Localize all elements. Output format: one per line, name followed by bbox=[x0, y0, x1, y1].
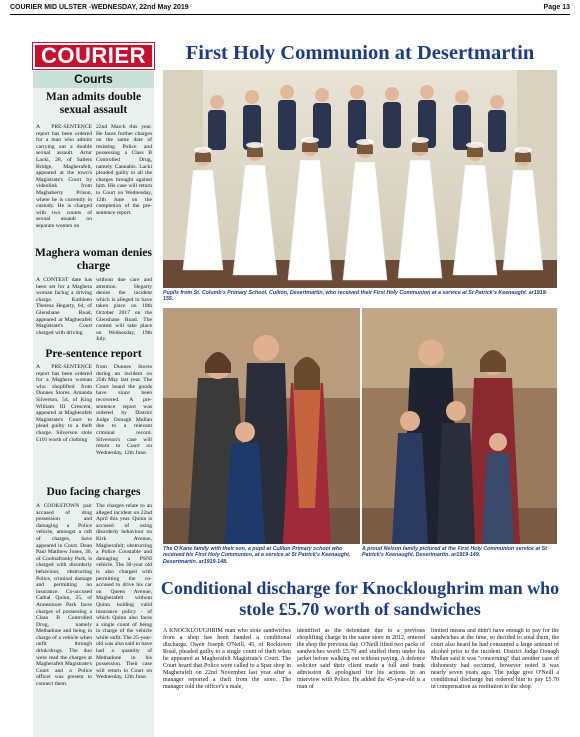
story4-col2: The charges relate to an alleged incident on 22nd April this year. Quinn is accused of using disorderly behaviour on Kirk Avenue, Magherafelt; obstructing a Police Constable and damaging a PSNI vehicle. The 30-year old is also charged with permitting the co-accused to drive his car on Queen Avenue, Magherafelt without Quinn holding valid insurance policy - of which Quinn also faces a single count of being in charge of the vehicle while unfit. The 25-year-old was also said to have had a quantity of Methadone in his possession. Their case will return to Court on Wednesday, 12th June. bbox=[96, 503, 152, 681]
header-rule bbox=[10, 14, 570, 15]
brand-text: COURIER bbox=[41, 43, 146, 68]
story4-col1: A COOKSTOWN pair accused of drug possession and damaging a Police vehicle, amongst a raft of charges, have appeared in Court. Dean Paul Matthew Jones, 30, of Coolnafranky Park, is charged with disorderly behaviour, obstructing Police, criminal damage and permitting no insurance. Co-accused Cathal Quinn, 25, of Annesmore Park faces charges of possessing a Class B Controlled Drug, namely Methadone and being in charge of a vehicle when unfit through drink/drugs. The duo were read the charges at Magherafelt Magistrate's Court and a Police officer was present to connect them. bbox=[36, 503, 92, 688]
story1-headline: Man admits double sexual assault bbox=[45, 91, 142, 116]
story1-col2: 22nd March this year. He faces further charges on the same date of resisting Police and possessing a Class B Controlled Drug, namely Cannabis. Lacki pleaded guilty to all the charges brought against him. His case will return to Court on Wednesday, 12th June on the completion of the pre-sentence report. bbox=[96, 124, 152, 216]
courier-logo bbox=[33, 43, 154, 69]
discharge-headline: Conditional discharge for Knockloughrim man who stole £5.70 worth of sandwiches bbox=[160, 578, 560, 619]
discharge-col1: A KNOCKLOUGHRIM man who stole sandwiches from a shop has been handed a conditional discharge. Owen Joseph O'Neill, 45, of Rocktown Road, pleaded guilty to a single count of theft when he appeared at Magherafelt Magistrate's Court. The Court heard that Police were called to a Spar shop in Magherafelt on 22nd November last year after a manager reported a theft from the store. The manager told the officer's a male, bbox=[163, 628, 291, 690]
page-number: Page 13 bbox=[543, 4, 570, 11]
publication-date: COURIER MID ULSTER -WEDNESDAY, 22nd May 2019 bbox=[10, 4, 189, 11]
story2-col2: without due care and attention. Hegarty denies the incident which is alleged to have taken place on 18th October 2017 on the Glenshane Road. The contest will take place on Wednesday, 19th July. bbox=[96, 277, 152, 343]
story2-headline: Maghera woman denies charge bbox=[35, 247, 152, 272]
story4-headline: Duo facing charges bbox=[46, 486, 141, 498]
story3-col2: from Dunnes Stores during an incident on 25th May last year. The Court heard the goods have since been recovered. A pre-sentence report was ordered by District Judge Oonagh Mullan due to a relevant criminal record. Silverson's case will return to Court on Wednesday, 12th June. bbox=[96, 364, 152, 456]
story2-col1: A CONTEST date has been set for a Maghera woman facing a driving charge. Kathleen Theresa Hegarty, 64, of Glenshane Road, appeared at Magherafelt Magistrate's Court charged with driving bbox=[36, 277, 92, 336]
group-photo-caption: Pupils from St. Columb's Primary School, Cullion, Desertmartin, who received their First Holy Communion at a service at St Patrick's Keenaught. ar1919-155. bbox=[163, 290, 548, 303]
okane-photo-caption: The O'Kane family with their son, a pupil at Cullion Primary school who received his First Holy Communion, at a service at St Patrick's Keenaught, Desertmartin. ar1919-148. bbox=[163, 546, 351, 565]
nelson-family-photo bbox=[362, 308, 557, 544]
section-title: Courts bbox=[33, 71, 154, 88]
story3-col1: A PRE-SENTENCE report has been ordered for a Maghera woman who shoplifted from Dunnes Stores. Amanda Silverson, 54, of King William III Crescent, appeared at Magherafelt Magistrate's Court to plead guilty to a theft charge. Silverson stole £110 worth of clothing bbox=[36, 364, 92, 443]
story3-headline: Pre-sentence report bbox=[45, 348, 142, 360]
communion-headline: First Holy Communion at Desertmartin bbox=[185, 42, 535, 64]
nelson-photo-caption: A proud Nelson family pictured at the First Holy Communion service at St Patrick's Keenaught, Desertmartin. ar1919-149. bbox=[362, 546, 547, 559]
discharge-col2: identified as the defendant due to a previous shoplifting charge in the same store in 2012, entered the shop the previous day. O'Neill lifted two packs of sandwiches worth £5.70 and stuffed them under his jacket before walking out without paying. A defence solicitor said their client made a full and frank admission & apologised for his actions in an interview with Police. He added the 45-year-old is a man of bbox=[297, 628, 425, 690]
okane-family-photo bbox=[163, 308, 360, 544]
group-communion-photo bbox=[163, 70, 557, 288]
discharge-col3: limited means and didn't have enough to pay for the sandwiches at the time, so decided to steal them, the court also heard he had consumed a large amount of alcohol prior to the incident. District Judge Oonagh Mullan said it was "concerning" that another case of dishonesty had occurred, however noted it was nearly seven years ago. The judge give O'Neill a conditional discharge but ordered him to pay £5.70 in compensation as restitution to the shop. bbox=[431, 628, 559, 690]
story1-col1: A PRE-SENTENCE report has been ordered for a man who admits carrying out a double sexual assault. Artur Lacki, 28, of Salters Bridge, Magherafelt, appeared at the town's Magistrate's Court by videolink from Maghaberry Prison, where he is currently in custody. He is charged with two counts of sexual assault on separate women on bbox=[36, 124, 92, 229]
